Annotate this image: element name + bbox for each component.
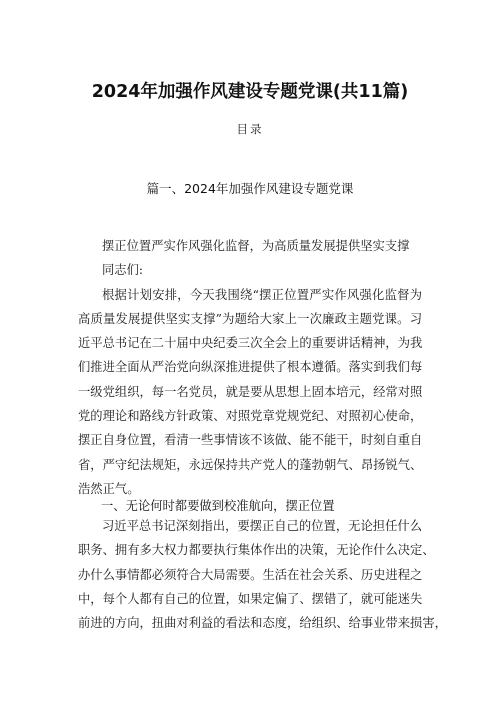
table-of-contents-label: 目录 — [236, 122, 264, 136]
paragraph-1 — [78, 283, 422, 502]
paragraph-line: 职务、拥有多大权力都要执行集体作出的决策，无论作什么决定、 — [78, 543, 435, 558]
paragraph-line: 前进的方向，扭曲对利益的看法和态度，给组织、给事业带来损害， — [78, 616, 447, 631]
paragraph-line: 办什么事情都必须符合大局需要。生活在社会关系、历史进程之 — [78, 567, 423, 582]
paragraph-line: 摆正自身位置，看清一些事情该不该做、能不能干，时刻自重自 — [78, 433, 423, 448]
section-heading: 篇一、2024年加强作风建设专题党课 — [146, 181, 354, 196]
paragraph-line: 浩然正气。 — [78, 481, 140, 496]
paragraph-line: 们推进全面从严治党向纵深推进提供了根本遵循。落实到我们每 — [78, 360, 423, 375]
paragraph-2 — [78, 514, 447, 635]
intro-block — [78, 234, 422, 283]
paragraph-line: 习近平总书记深刻指出，要摆正自己的位置，无论担任什么 — [102, 519, 422, 533]
paragraph-line: 党的理论和路线方针政策、对照党章党规党纪、对照初心使命， — [78, 409, 423, 424]
paragraph-line: 近平总书记在二十届中央纪委三次全会上的重要讲话精神，为我 — [78, 336, 423, 351]
paragraph-line: 高质量发展提供坚实支撑”为题给大家上一次廉政主题党课。习 — [78, 311, 422, 326]
paragraph-line: 根据计划安排，今天我围绕“摆正位置严实作风强化监督为 — [102, 287, 422, 302]
document-title: 2024年加强作风建设专题党课(共11篇) — [91, 82, 409, 102]
subheading-1: 一、无论何时都要做到校准航向，摆正位置 — [101, 499, 335, 513]
lecture-subtitle: 摆正位置严实作风强化监督，为高质量发展提供坚实支撑 — [102, 239, 410, 253]
paragraph-line: 省，严守纪法规矩，永远保持共产党人的蓬勃朝气、昂扬锐气、 — [78, 457, 423, 472]
paragraph-line: 一级党组织，每一名党员，就是要从思想上固本培元，经常对照 — [78, 384, 423, 399]
paragraph-line: 中，每个人都有自己的位置，如果定偏了、摆错了，就可能迷失 — [78, 591, 423, 606]
salutation: 同志们: — [102, 263, 144, 278]
